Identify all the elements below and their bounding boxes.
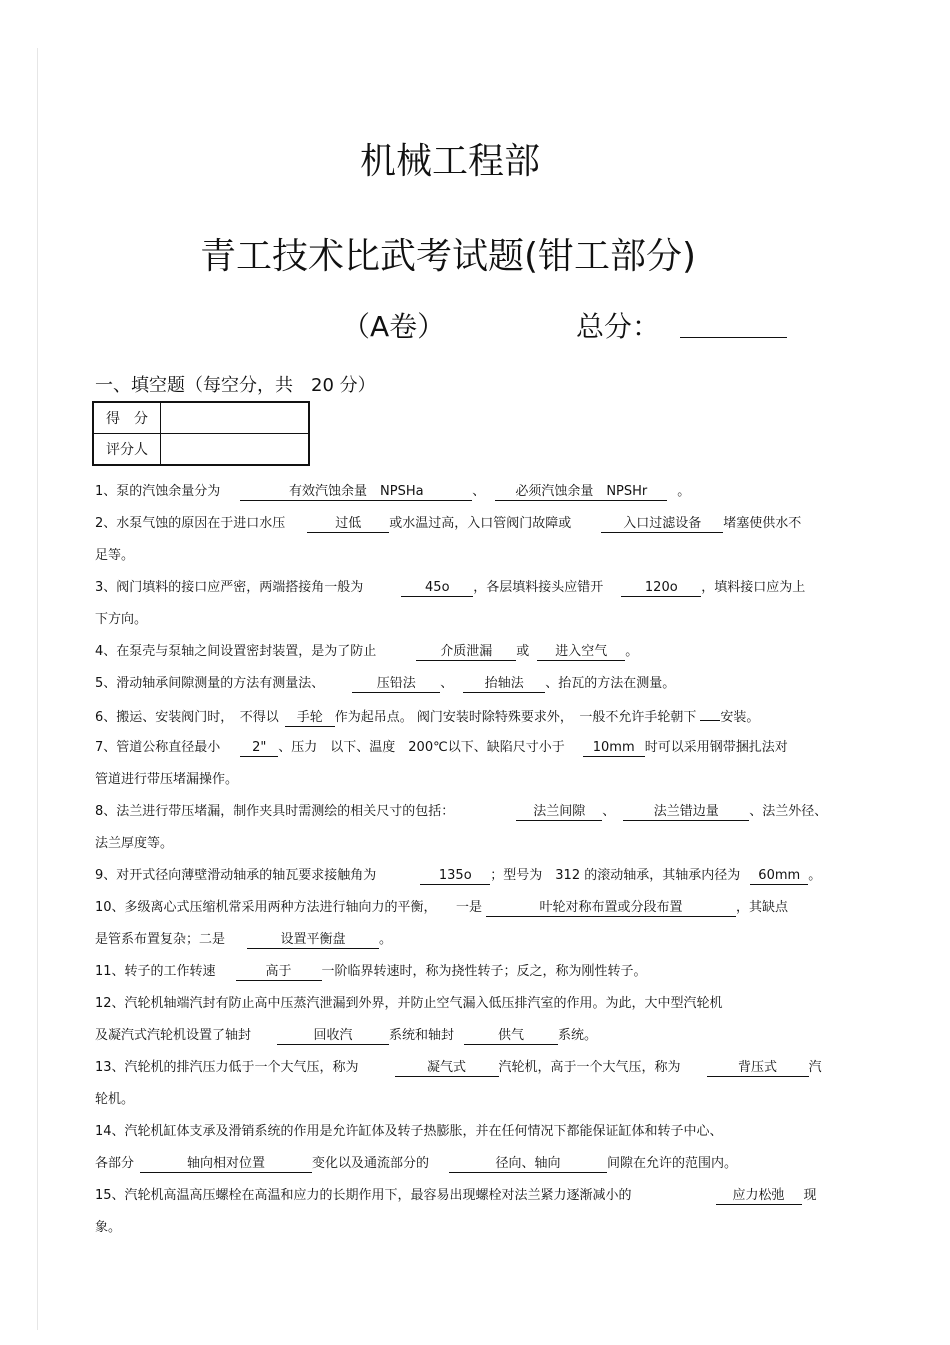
q13-text: 汽轮机，高于一个大气压，称为 [498,1060,681,1075]
q8-answer-2[interactable]: 法兰错边量 [623,804,749,821]
total-score-label: 总分： [576,310,661,343]
question-1 [95,480,690,501]
score-value-cell[interactable] [161,402,310,434]
q3-answer-2[interactable]: 120o [621,580,701,597]
question-6 [95,704,759,727]
q9-text: ；型号为 312 的滚动轴承，其轴承内径为 [490,868,741,883]
question-15-cont: 象。 [95,1220,122,1235]
q4-answer-2[interactable]: 进入空气 [537,644,625,661]
total-score-blank[interactable] [680,337,787,338]
question-5 [95,672,675,693]
question-10 [95,896,788,917]
q2-answer-1[interactable]: 过低 [307,516,389,533]
q6-text: 作为起吊点。 阀门安装时除特殊要求外， 一般不允许手轮朝下 [334,710,697,725]
q7-text: 、压力 以下、温度 200℃以下、缺陷尺寸小于 [278,740,565,755]
question-13-cont: 轮机。 [95,1092,135,1107]
q8-text: 、 [602,804,616,819]
score-row [93,402,309,434]
q6-text: 安装。 [720,710,760,725]
q14-text: 间隙在允许的范围内。 [607,1156,738,1171]
page-margin-line [37,48,38,1330]
grader-value-cell[interactable] [161,434,310,466]
question-7 [95,736,788,757]
q3-text: ，填料接口应为上 [701,580,806,595]
grader-row [93,434,309,466]
question-9 [95,864,821,885]
question-11 [95,960,647,981]
q11-text: 一阶临界转速时，称为挠性转子；反之，称为刚性转子。 [321,964,647,979]
q14-text: 各部分 [95,1156,135,1171]
q13-text: 13、汽轮机的排汽压力低于一个大气压，称为 [95,1060,359,1075]
q10-text: 是管系布置复杂；二是 [95,932,226,947]
question-7-cont: 管道进行带压堵漏操作。 [95,772,239,787]
q13-answer-1[interactable]: 凝气式 [395,1060,499,1077]
q7-answer-1[interactable]: 2" [240,740,278,757]
q5-text: 5、滑动轴承间隙测量的方法有测量法、 [95,676,325,691]
question-8 [95,800,827,821]
q10-text: 。 [379,932,393,947]
q14-text: 变化以及通流部分的 [312,1156,430,1171]
q6-answer-2[interactable] [700,704,720,721]
q8-text: 、法兰外径、 [749,804,828,819]
q11-answer-1[interactable]: 高于 [236,964,322,981]
q4-text: 或 [516,644,530,659]
q2-text: 堵塞使供水不 [723,516,802,531]
q1-text: 1、泵的汽蚀余量分为 [95,484,221,499]
q4-answer-1[interactable]: 介质泄漏 [416,644,516,661]
q3-text: ，各层填料接头应错开 [473,580,604,595]
q13-answer-2[interactable]: 背压式 [707,1060,809,1077]
q10-text: ，其缺点 [736,900,789,915]
department-title: 机械工程部 [359,141,540,182]
q9-text: 9、对开式径向薄壁滑动轴承的轴瓦要求接触角为 [95,868,377,883]
section-heading: 一、填空题（每空分，共 20 分） [95,375,376,396]
q10-answer-2[interactable]: 设置平衡盘 [247,932,379,949]
question-8-cont: 法兰厚度等。 [95,836,174,851]
question-3 [95,576,805,597]
q8-text: 8、法兰进行带压堵漏，制作夹具时需测绘的相关尺寸的包括： [95,804,455,819]
q5-answer-1[interactable]: 压铅法 [352,676,440,693]
q9-answer-2[interactable]: 60mm [750,868,808,885]
q9-text: 。 [808,868,822,883]
q14-answer-2[interactable]: 径向、轴向 [449,1156,607,1173]
question-2 [95,512,801,533]
q12-text: 及凝汽式汽轮机设置了轴封 [95,1028,252,1043]
paper-label: （A卷） [342,310,446,343]
q11-text: 11、转子的工作转速 [95,964,216,979]
q12-answer-1[interactable]: 回收汽 [277,1028,389,1045]
q12-answer-2[interactable]: 供气 [464,1028,558,1045]
q5-answer-2[interactable]: 抬轴法 [463,676,545,693]
question-4 [95,640,638,661]
q4-text: 4、在泵壳与泵轴之间设置密封装置，是为了防止 [95,644,377,659]
q3-answer-1[interactable]: 45o [401,580,473,597]
question-13 [95,1056,822,1077]
q8-answer-1[interactable]: 法兰间隙 [516,804,602,821]
q6-text: 6、搬运、安装阀门时， 不得以 [95,710,279,725]
q5-text: 、抬瓦的方法在测量。 [545,676,676,691]
q2-answer-2[interactable]: 入口过滤设备 [601,516,723,533]
question-12-cont [95,1024,597,1045]
q13-text: 汽 [808,1060,822,1075]
q15-text: 现 [803,1188,817,1203]
q7-text: 7、管道公称直径最小 [95,740,221,755]
q3-text: 3、阀门填料的接口应严密，两端搭接角一般为 [95,580,364,595]
q10-text: 10、多级离心式压缩机常采用两种方法进行轴向力的平衡， 一是 [95,900,483,915]
q15-answer-1[interactable]: 应力松弛 [716,1188,802,1205]
question-10-cont [95,928,392,949]
q14-answer-1[interactable]: 轴向相对位置 [140,1156,312,1173]
q6-answer-1[interactable]: 手轮 [285,710,335,727]
q10-answer-1[interactable]: 叶轮对称布置或分段布置 [486,900,736,917]
grader-label: 评分人 [93,434,161,466]
q1-answer-2[interactable]: 必须汽蚀余量 NPSHr [495,484,667,501]
question-12: 12、汽轮机轴端汽封有防止高中压蒸汽泄漏到外界，并防止空气漏入低压排汽室的作用。为此，大中型汽轮机 [95,996,723,1011]
q9-answer-1[interactable]: 135o [420,868,490,885]
question-14-cont [95,1152,737,1173]
question-2-cont: 足等。 [95,548,135,563]
q1-answer-1[interactable]: 有效汽蚀余量 NPSHa [240,484,472,501]
q1-text: 、 [472,484,486,499]
exam-title: 青工技术比武考试题(钳工部分) [200,236,697,277]
q12-text: 系统和轴封 [389,1028,455,1043]
q12-text: 系统。 [558,1028,598,1043]
question-14: 14、汽轮机缸体支承及滑销系统的作用是允许缸体及转子热膨胀，并在任何情况下都能保证缸体和转子中心、 [95,1124,723,1139]
question-15 [95,1184,817,1205]
q2-text: 2、水泵气蚀的原因在于进口水压 [95,516,286,531]
q7-text: 时可以采用钢带捆扎法对 [644,740,788,755]
score-label: 得 分 [93,402,161,434]
q15-text: 15、汽轮机高温高压螺栓在高温和应力的长期作用下，最容易出现螺栓对法兰紧力逐渐减小的 [95,1188,632,1203]
q5-text: 、 [440,676,454,691]
q1-text: 。 [677,484,691,499]
q7-answer-2[interactable]: 10mm [583,740,645,757]
question-3-cont: 下方向。 [95,612,148,627]
score-table [92,401,310,466]
q4-text: 。 [625,644,639,659]
q2-text: 或水温过高，入口管阀门故障或 [389,516,572,531]
